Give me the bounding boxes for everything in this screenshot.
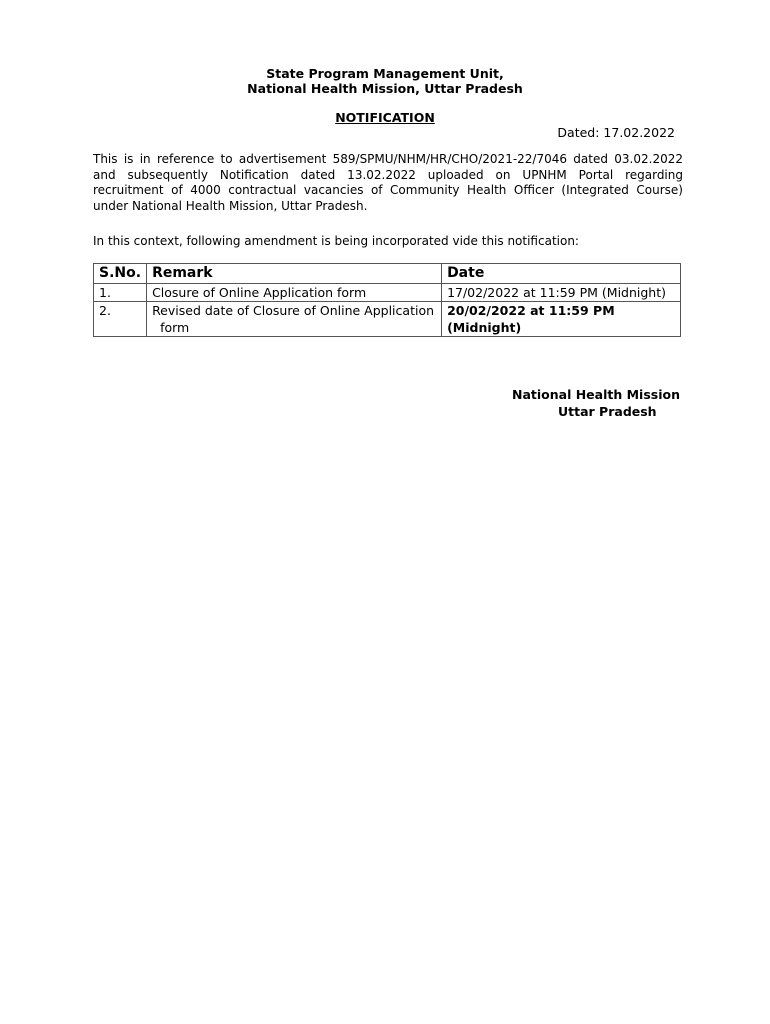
signature-state: Uttar Pradesh [558, 404, 657, 419]
header-remark: Remark [147, 264, 442, 284]
header-mission-name: National Health Mission, Uttar Pradesh [247, 81, 523, 96]
notification-title: NOTIFICATION [335, 110, 435, 125]
cell-remark [147, 302, 442, 337]
cell-remark: Closure of Online Application form [147, 284, 442, 302]
context-line: In this context, following amendment is being incorporated vide this notification: [93, 234, 579, 248]
header-sno: S.No. [94, 264, 147, 284]
header-unit-name: State Program Management Unit, [266, 66, 504, 81]
cell-remark-line1: Revised date of Closure of Online Application [152, 303, 435, 318]
dated-line: Dated: 17.02.2022 [557, 125, 675, 140]
cell-date: 17/02/2022 at 11:59 PM (Midnight) [442, 284, 681, 302]
header-date: Date [442, 264, 681, 284]
body-paragraph: This is in reference to advertisement 589/SPMU/NHM/HR/CHO/2021-22/7046 dated 03.02.2022 and subsequently Notification dated 13.02.2022 uploaded on UPNHM Portal regarding recruitment of 4000 contractual vacancies of Community Health Officer (Integrated Course) under National Health Mission, Uttar Pradesh. [93, 152, 683, 213]
table-row [94, 302, 681, 337]
cell-date: 20/02/2022 at 11:59 PM (Midnight) [442, 302, 681, 337]
table-header-row [94, 264, 681, 284]
table-row [94, 284, 681, 302]
cell-sno: 2. [94, 302, 147, 337]
amendment-table [93, 263, 681, 337]
cell-sno: 1. [94, 284, 147, 302]
signature-org: National Health Mission [512, 387, 680, 402]
cell-remark-line2: form [160, 320, 190, 335]
